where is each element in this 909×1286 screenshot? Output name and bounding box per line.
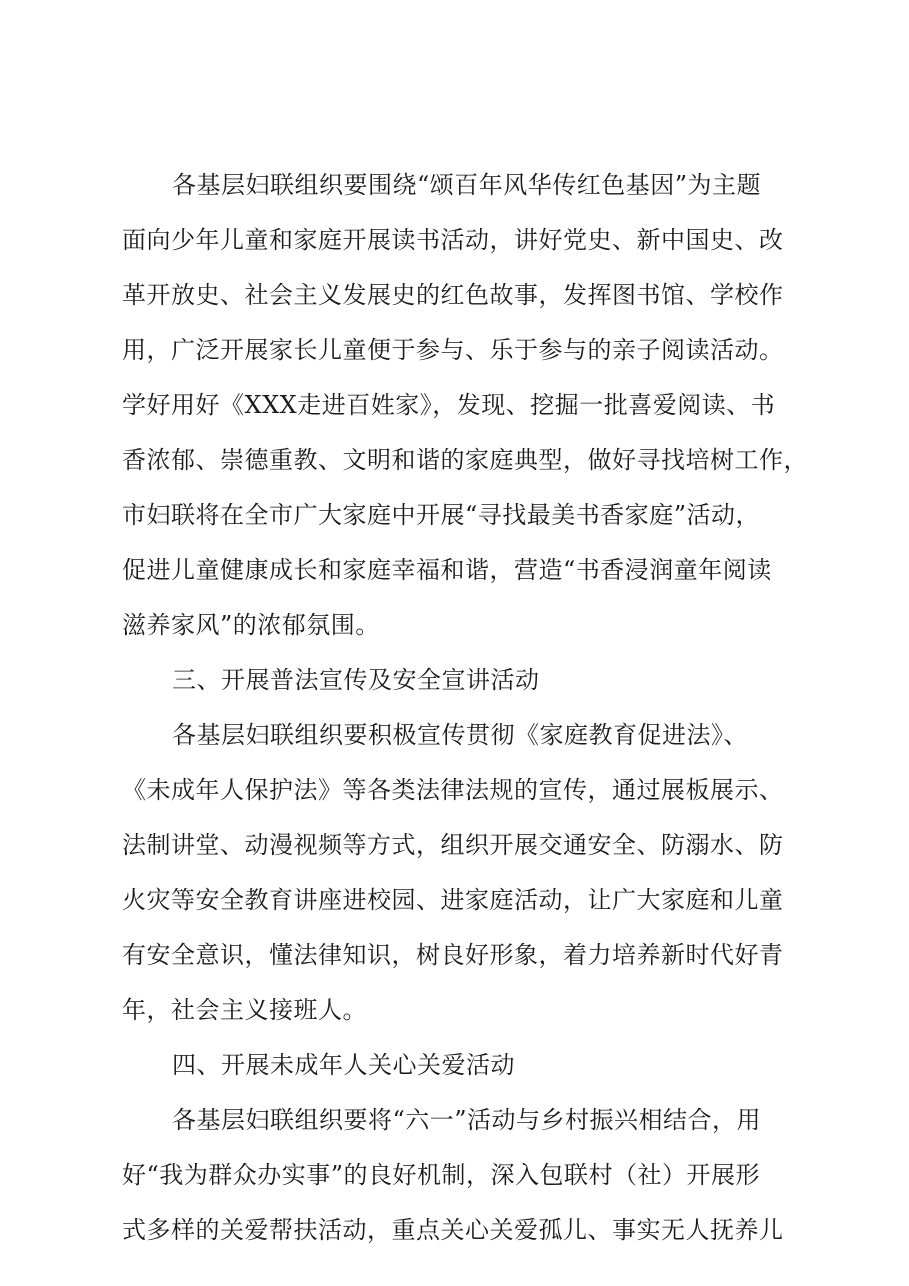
section-heading-four — [122, 1038, 808, 1093]
paragraph-law-safety — [122, 708, 808, 1038]
text-line: 市妇联将在全市广大家庭中开展“寻找最美书香家庭”活动， — [122, 501, 761, 529]
text-line: 用，广泛开展家长儿童便于参与、乐于参与的亲子阅读活动。 — [122, 336, 784, 364]
text-line: 式多样的关爱帮扶活动，重点关心关爱孤儿、事实无人抚养儿 — [122, 1216, 784, 1244]
text-line: 有安全意识，懂法律知识，树良好形象，着力培养新时代好青 — [122, 941, 784, 969]
text-line: 各基层妇联组织要围绕“颂百年风华传红色基因”为主题 — [172, 171, 762, 199]
text-line: 学好用好《XXX走进百姓家》，发现、挖掘一批喜爱阅读、书 — [122, 391, 776, 419]
section-heading: 四、开展未成年人关心关爱活动 — [172, 1051, 515, 1079]
text-line: 香浓郁、崇德重教、文明和谐的家庭典型，做好寻找培树工作， — [122, 446, 808, 474]
text-line: 革开放史、社会主义发展史的红色故事，发挥图书馆、学校作 — [122, 281, 784, 309]
paragraph-reading-activities — [122, 158, 808, 653]
text-line: 各基层妇联组织要积极宣传贯彻《家庭教育促进法》、 — [172, 721, 748, 749]
text-line: 《未成年人保护法》等各类法律法规的宣传，通过展板展示、 — [122, 776, 784, 804]
section-heading-three — [122, 653, 808, 708]
paragraph-care-activities — [122, 1093, 808, 1258]
text-line: 法制讲堂、动漫视频等方式，组织开展交通安全、防溺水、防 — [122, 831, 784, 859]
text-line: 火灾等安全教育讲座进校园、进家庭活动，让广大家庭和儿童 — [122, 886, 784, 914]
text-line: 滋养家风”的浓郁氛围。 — [122, 611, 380, 639]
text-line: 各基层妇联组织要将“六一”活动与乡村振兴相结合，用 — [172, 1106, 762, 1134]
document-body — [122, 158, 808, 1258]
text-line: 促进儿童健康成长和家庭幸福和谐，营造“书香浸润童年阅读 — [122, 556, 772, 584]
text-line: 年，社会主义接班人。 — [122, 996, 367, 1024]
text-line: 面向少年儿童和家庭开展读书活动，讲好党史、新中国史、改 — [122, 226, 784, 254]
section-heading: 三、开展普法宣传及安全宣讲活动 — [172, 666, 540, 694]
text-line: 好“我为群众办实事”的良好机制，深入包联村（社）开展形 — [122, 1161, 761, 1189]
